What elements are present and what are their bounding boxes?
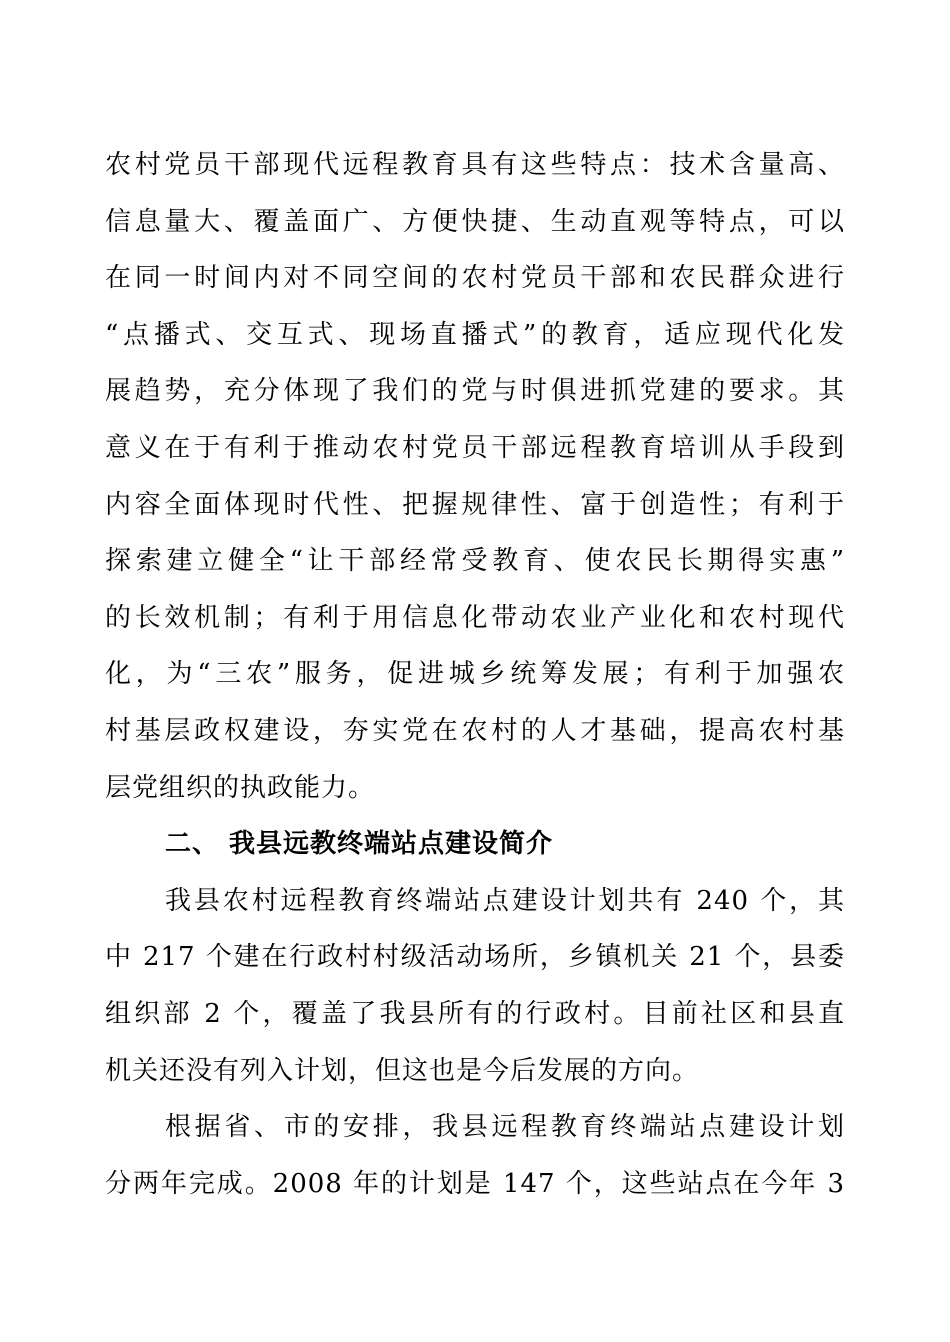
paragraph-line: 中 217 个建在行政村村级活动场所，乡镇机关 21 个，县委 xyxy=(105,942,845,973)
paragraph-line: “点播式、交互式、现场直播式”的教育，适应现代化发 xyxy=(105,319,845,350)
paragraph-line: 我县农村远程教育终端站点建设计划共有 240 个，其 xyxy=(165,885,845,916)
document-body xyxy=(105,137,845,1212)
paragraph-line: 信息量大、覆盖面广、方便快捷、生动直观等特点，可以 xyxy=(105,206,845,237)
paragraph-line: 分两年完成。2008 年的计划是 147 个，这些站点在今年 3 xyxy=(105,1168,845,1199)
paragraph-line: 根据省、市的安排，我县远程教育终端站点建设计划 xyxy=(165,1112,845,1143)
paragraph-line: 内容全面体现时代性、把握规律性、富于创造性；有利于 xyxy=(105,489,845,520)
paragraph-line: 在同一时间内对不同空间的农村党员干部和农民群众进行 xyxy=(105,263,845,294)
paragraph-line: 探索建立健全“让干部经常受教育、使农民长期得实惠” xyxy=(105,546,845,577)
section-heading: 二、 我县远教终端站点建设简介 xyxy=(165,829,554,860)
paragraph-line: 意义在于有利于推动农村党员干部远程教育培训从手段到 xyxy=(105,432,845,463)
paragraph-line: 化，为“三农”服务，促进城乡统筹发展；有利于加强农 xyxy=(105,659,845,690)
paragraph-line: 组织部 2 个，覆盖了我县所有的行政村。目前社区和县直 xyxy=(105,998,845,1029)
paragraph-line: 展趋势，充分体现了我们的党与时俱进抓党建的要求。其 xyxy=(105,376,845,407)
paragraph-line: 的长效机制；有利于用信息化带动农业产业化和农村现代 xyxy=(105,602,845,633)
paragraph-line: 村基层政权建设，夯实党在农村的人才基础，提高农村基 xyxy=(105,715,845,746)
paragraph-line: 农村党员干部现代远程教育具有这些特点：技术含量高、 xyxy=(105,150,845,180)
paragraph-line: 层党组织的执政能力。 xyxy=(105,772,376,803)
paragraph-line: 机关还没有列入计划，但这也是今后发展的方向。 xyxy=(105,1055,700,1086)
